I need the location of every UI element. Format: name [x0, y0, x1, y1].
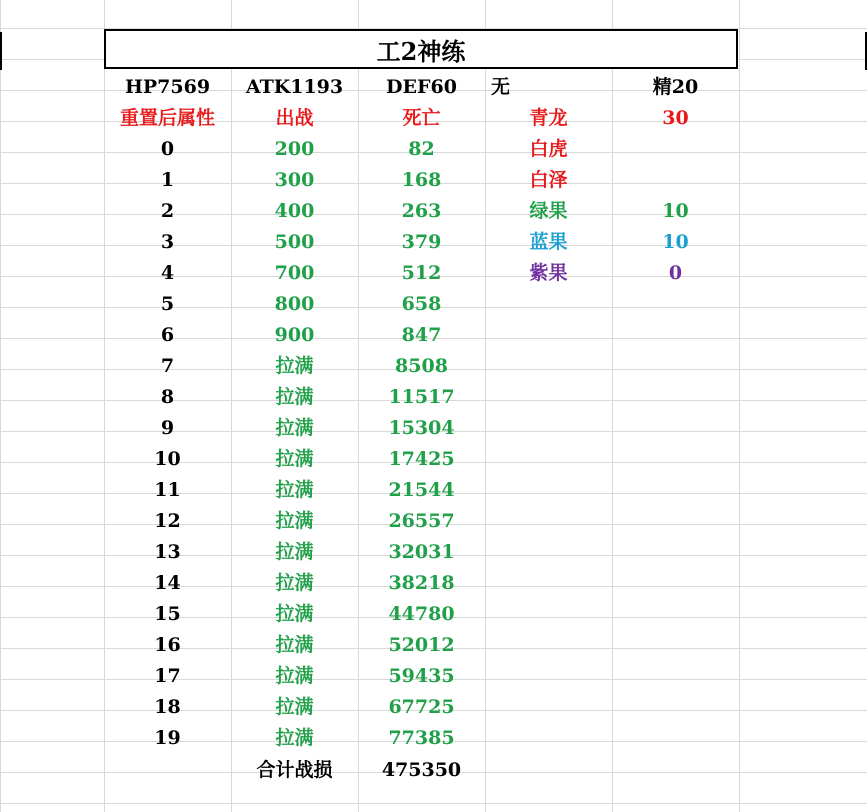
level-cell[interactable]: 10: [154, 448, 181, 470]
side-value[interactable]: 30: [662, 107, 689, 129]
death-cell[interactable]: 52012: [388, 634, 455, 656]
side-value[interactable]: 10: [662, 231, 689, 253]
side-value[interactable]: 0: [668, 262, 683, 284]
death-cell[interactable]: 168: [401, 169, 442, 191]
level-cell[interactable]: 6: [160, 324, 175, 346]
deploy-cell[interactable]: 拉满: [275, 355, 314, 377]
deploy-cell[interactable]: 拉满: [275, 386, 314, 408]
deploy-cell[interactable]: 拉满: [275, 572, 314, 594]
deploy-cell[interactable]: 700: [274, 262, 315, 284]
def-cell[interactable]: DEF60: [386, 76, 457, 98]
total-label[interactable]: 合计战损: [256, 759, 333, 781]
side-label[interactable]: 白泽: [529, 169, 568, 191]
atk-cell[interactable]: ATK1193: [245, 76, 344, 98]
death-cell[interactable]: 77385: [388, 727, 455, 749]
level-cell[interactable]: 11: [154, 479, 181, 501]
death-cell[interactable]: 38218: [388, 572, 455, 594]
level-cell[interactable]: 14: [154, 572, 181, 594]
level-cell[interactable]: 7: [160, 355, 175, 377]
death-cell[interactable]: 17425: [388, 448, 455, 470]
deploy-cell[interactable]: 拉满: [275, 541, 314, 563]
deploy-cell[interactable]: 拉满: [275, 696, 314, 718]
side-value[interactable]: [612, 165, 739, 196]
header-death[interactable]: 死亡: [402, 107, 441, 129]
side-label[interactable]: 蓝果: [529, 231, 568, 253]
death-cell[interactable]: 263: [401, 200, 442, 222]
level-cell[interactable]: 12: [154, 510, 181, 532]
side-label[interactable]: 紫果: [529, 262, 568, 284]
level-cell[interactable]: 4: [160, 262, 175, 284]
deploy-cell[interactable]: 拉满: [275, 634, 314, 656]
death-cell[interactable]: 11517: [388, 386, 455, 408]
death-cell[interactable]: 44780: [388, 603, 455, 625]
level-cell[interactable]: 17: [154, 665, 181, 687]
deploy-cell[interactable]: 拉满: [275, 510, 314, 532]
level-cell[interactable]: 19: [154, 727, 181, 749]
deploy-cell[interactable]: 拉满: [275, 603, 314, 625]
deploy-cell[interactable]: 800: [274, 293, 315, 315]
deploy-cell[interactable]: 拉满: [275, 448, 314, 470]
hp-cell[interactable]: HP7569: [124, 76, 211, 98]
header-reset-attr[interactable]: 重置后属性: [119, 107, 215, 129]
level-cell[interactable]: 13: [154, 541, 181, 563]
side-value[interactable]: 10: [662, 200, 689, 222]
death-cell[interactable]: 59435: [388, 665, 455, 687]
side-value[interactable]: [612, 134, 739, 165]
left-border-mark: [0, 32, 2, 70]
death-cell[interactable]: 32031: [388, 541, 455, 563]
death-cell[interactable]: 8508: [395, 355, 448, 377]
deploy-cell[interactable]: 拉满: [275, 727, 314, 749]
death-cell[interactable]: 847: [401, 324, 442, 346]
deploy-cell[interactable]: 200: [274, 138, 315, 160]
sheet-title[interactable]: [104, 29, 738, 69]
deploy-cell[interactable]: 900: [274, 324, 315, 346]
death-cell[interactable]: 67725: [388, 696, 455, 718]
side-label[interactable]: 白虎: [529, 138, 568, 160]
death-cell[interactable]: 26557: [388, 510, 455, 532]
death-cell[interactable]: 15304: [388, 417, 455, 439]
sheet-title-text: 工2神练: [376, 36, 466, 66]
level-cell[interactable]: 0: [160, 138, 175, 160]
level-cell[interactable]: 8: [160, 386, 175, 408]
death-cell[interactable]: 379: [401, 231, 442, 253]
header-deploy[interactable]: 出战: [275, 107, 314, 129]
level-cell[interactable]: 16: [154, 634, 181, 656]
death-cell[interactable]: 82: [408, 138, 435, 160]
side-label[interactable]: 青龙: [529, 107, 568, 129]
total-value[interactable]: 475350: [381, 759, 462, 781]
level-cell[interactable]: 18: [154, 696, 181, 718]
spirit-cell[interactable]: 精20: [652, 76, 699, 98]
level-cell[interactable]: 2: [160, 200, 175, 222]
deploy-cell[interactable]: 拉满: [275, 479, 314, 501]
death-cell[interactable]: 512: [401, 262, 442, 284]
deploy-cell[interactable]: 400: [274, 200, 315, 222]
side-label[interactable]: 绿果: [529, 200, 568, 222]
level-cell[interactable]: 15: [154, 603, 181, 625]
level-cell[interactable]: 3: [160, 231, 175, 253]
death-cell[interactable]: 658: [401, 293, 442, 315]
column-divider: [739, 0, 740, 812]
deploy-cell[interactable]: 拉满: [275, 417, 314, 439]
death-cell[interactable]: 21544: [388, 479, 455, 501]
none-cell[interactable]: 无: [491, 76, 511, 98]
level-cell[interactable]: 5: [160, 293, 175, 315]
level-cell[interactable]: 9: [160, 417, 175, 439]
level-cell[interactable]: 1: [160, 169, 175, 191]
deploy-cell[interactable]: 500: [274, 231, 315, 253]
deploy-cell[interactable]: 拉满: [275, 665, 314, 687]
deploy-cell[interactable]: 300: [274, 169, 315, 191]
